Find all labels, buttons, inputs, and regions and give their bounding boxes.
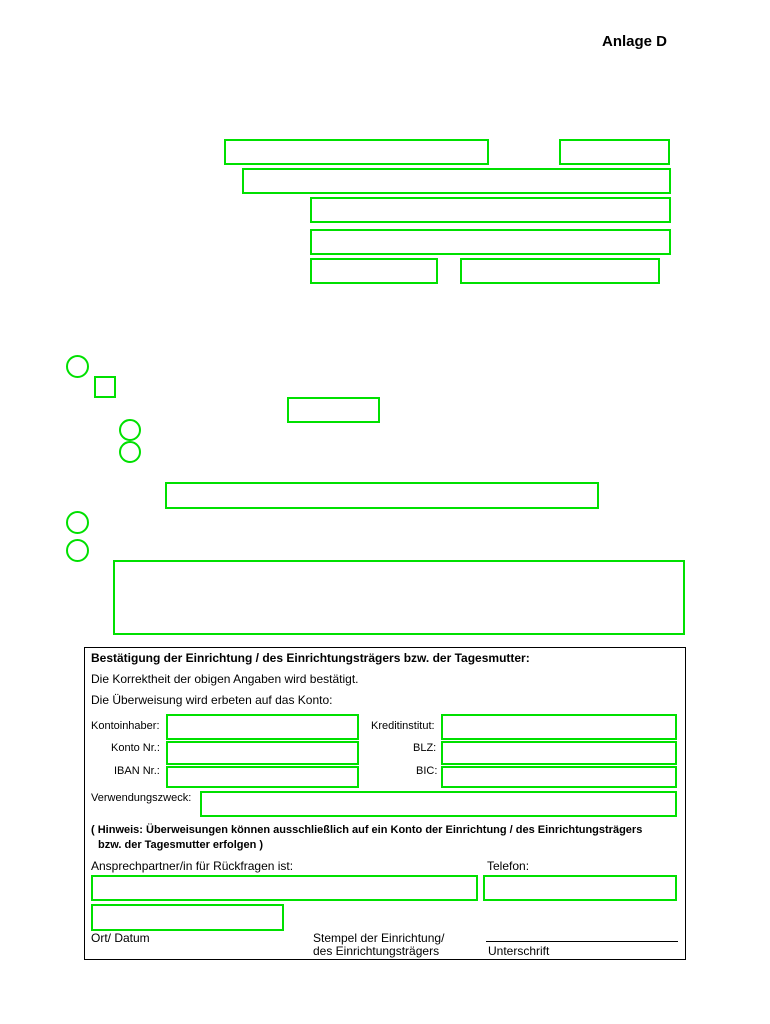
city-field[interactable] xyxy=(460,258,660,284)
bank-label: Kreditinstitut: xyxy=(371,720,435,732)
zip-field[interactable] xyxy=(310,258,438,284)
account-no-field[interactable] xyxy=(166,741,359,765)
note-line-1: ( Hinweis: Überweisungen können ausschließlich auf ein Konto der Einrichtung / des Einrichtungsträgers xyxy=(91,824,643,836)
option-radio-3[interactable] xyxy=(66,539,89,562)
address-field-2[interactable] xyxy=(310,229,671,255)
top-field-name[interactable] xyxy=(224,139,489,165)
place-date-field[interactable] xyxy=(91,904,284,931)
account-holder-label: Kontoinhaber: xyxy=(91,720,160,732)
confirmation-line-1: Die Korrektheit der obigen Angaben wird bestätigt. xyxy=(91,672,359,686)
option-radio-1[interactable] xyxy=(66,355,89,378)
purpose-label: Verwendungszweck: xyxy=(91,792,192,804)
signature-label: Unterschrift xyxy=(488,944,550,958)
phone-label: Telefon: xyxy=(487,859,530,873)
confirmation-line-2: Die Überweisung wird erbeten auf das Konto: xyxy=(91,693,333,707)
stamp-label-line-1: Stempel der Einrichtung/ xyxy=(313,931,445,945)
option-radio-2[interactable] xyxy=(66,511,89,534)
option-amount-field[interactable] xyxy=(287,397,380,423)
iban-label: IBAN Nr.: xyxy=(114,765,160,777)
top-field-wide[interactable] xyxy=(242,168,671,194)
sub-option-radio-1[interactable] xyxy=(119,419,141,441)
signature-line xyxy=(486,941,678,942)
purpose-field[interactable] xyxy=(200,791,677,817)
annex-label: Anlage D xyxy=(602,33,668,50)
remarks-textarea[interactable] xyxy=(113,560,685,635)
account-holder-field[interactable] xyxy=(166,714,359,740)
confirmation-heading: Bestätigung der Einrichtung / des Einrichtungsträgers bzw. der Tagesmutter: xyxy=(91,651,530,665)
phone-field[interactable] xyxy=(483,875,677,901)
bank-field[interactable] xyxy=(441,714,677,740)
place-date-label: Ort/ Datum xyxy=(91,931,150,945)
contact-label: Ansprechpartner/in für Rückfragen ist: xyxy=(91,859,294,873)
top-field-small[interactable] xyxy=(559,139,670,165)
sub-option-radio-2[interactable] xyxy=(119,441,141,463)
blz-label: BLZ: xyxy=(413,742,437,754)
iban-field[interactable] xyxy=(166,766,359,788)
account-no-label: Konto Nr.: xyxy=(111,742,160,754)
bic-label: BIC: xyxy=(416,765,438,777)
option-checkbox[interactable] xyxy=(94,376,116,398)
bic-field[interactable] xyxy=(441,766,677,788)
option-detail-field[interactable] xyxy=(165,482,599,509)
address-field-1[interactable] xyxy=(310,197,671,223)
contact-field[interactable] xyxy=(91,875,478,901)
stamp-label-line-2: des Einrichtungsträgers xyxy=(313,944,440,958)
note-line-2: bzw. der Tagesmutter erfolgen ) xyxy=(98,839,264,851)
blz-field[interactable] xyxy=(441,741,677,765)
